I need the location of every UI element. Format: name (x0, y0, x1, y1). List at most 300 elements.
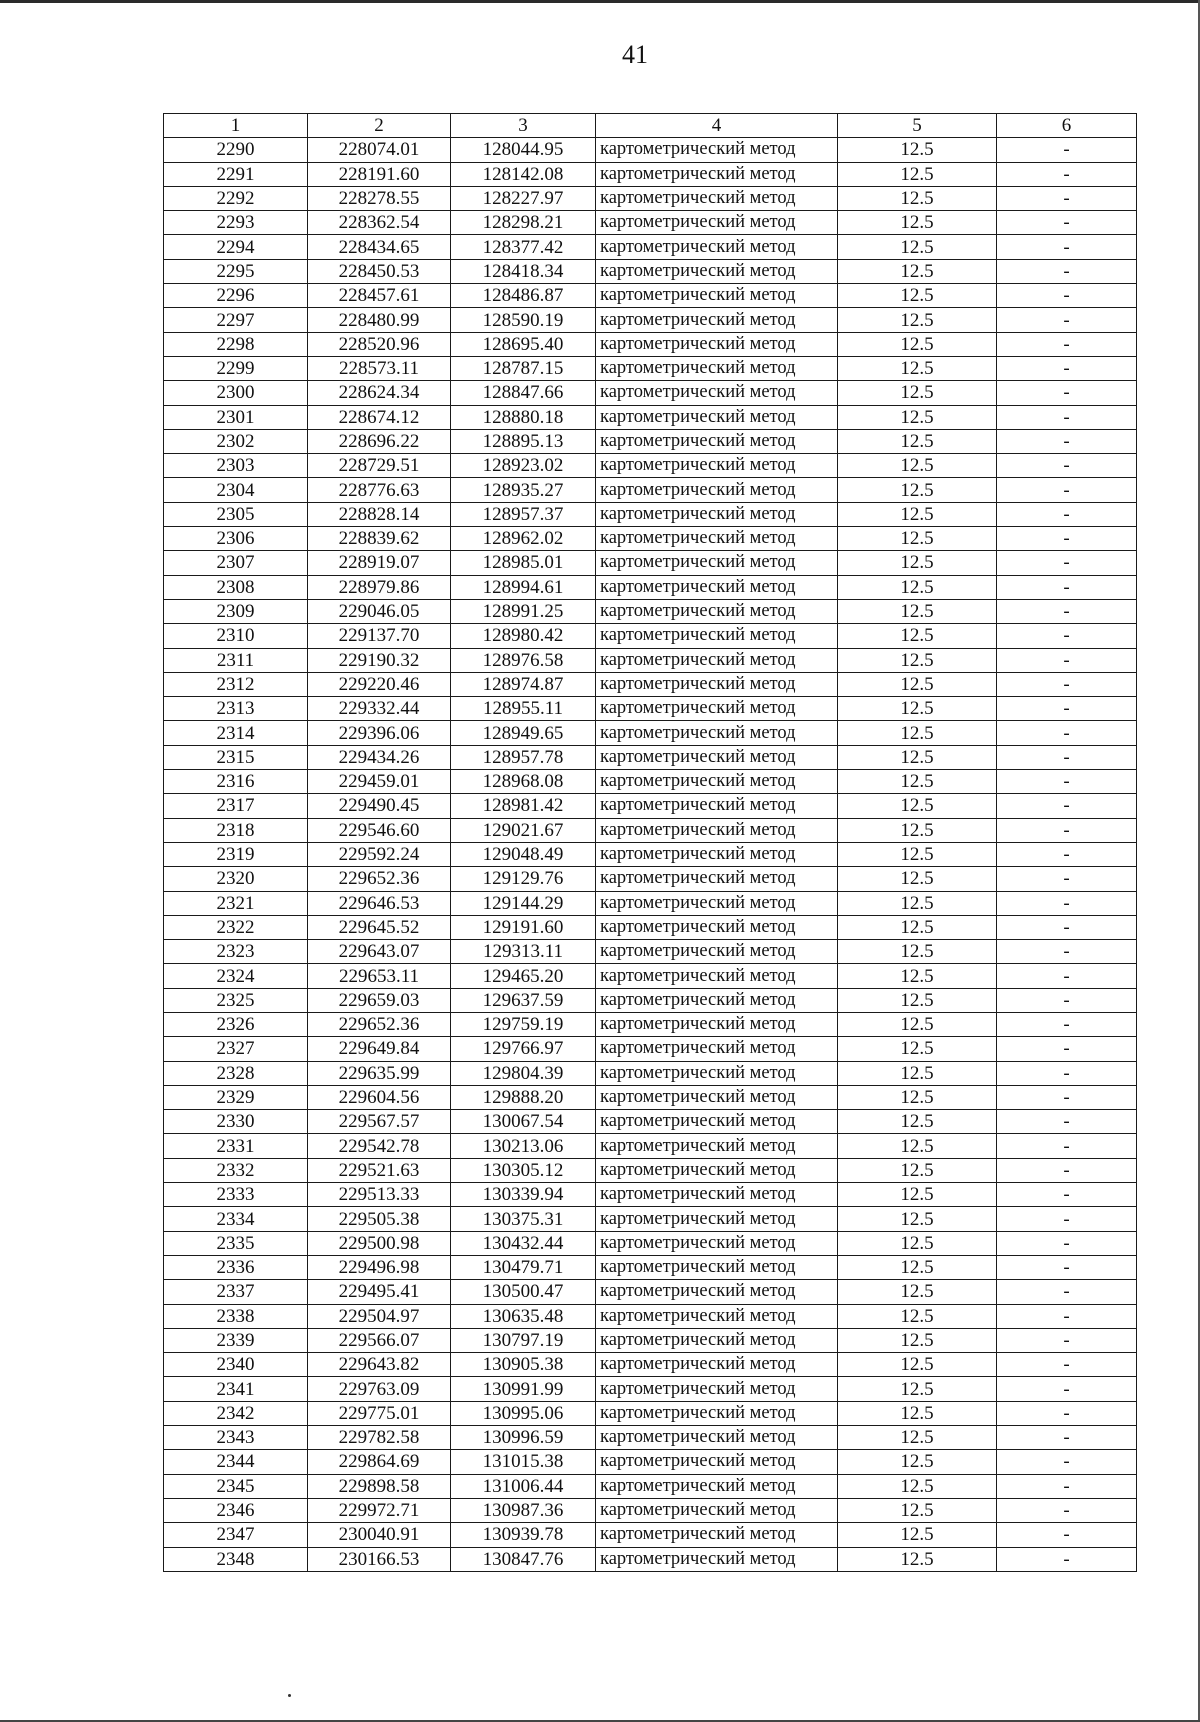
accuracy-cell: 12.5 (838, 1061, 997, 1085)
point-number-cell: 2314 (164, 721, 308, 745)
table-row (164, 867, 1137, 891)
method-cell: картометрический метод (596, 988, 838, 1012)
table-row (164, 1426, 1137, 1450)
column-header: 3 (451, 114, 596, 138)
point-number-cell: 2293 (164, 211, 308, 235)
accuracy-cell: 12.5 (838, 381, 997, 405)
x-coordinate-cell: 228074.01 (308, 138, 451, 162)
note-cell: - (997, 454, 1137, 478)
method-cell: картометрический метод (596, 940, 838, 964)
point-number-cell: 2298 (164, 332, 308, 356)
point-number-cell: 2304 (164, 478, 308, 502)
note-cell: - (997, 721, 1137, 745)
x-coordinate-cell: 229604.56 (308, 1085, 451, 1109)
note-cell: - (997, 575, 1137, 599)
y-coordinate-cell: 128974.87 (451, 672, 596, 696)
method-cell: картометрический метод (596, 1401, 838, 1425)
point-number-cell: 2319 (164, 842, 308, 866)
accuracy-cell: 12.5 (838, 1012, 997, 1036)
table-row (164, 1328, 1137, 1352)
point-number-cell: 2292 (164, 186, 308, 210)
y-coordinate-cell: 128981.42 (451, 794, 596, 818)
scan-edge-top (0, 0, 1200, 3)
point-number-cell: 2317 (164, 794, 308, 818)
table-row (164, 478, 1137, 502)
table-row (164, 1037, 1137, 1061)
method-cell: картометрический метод (596, 1498, 838, 1522)
x-coordinate-cell: 229566.07 (308, 1328, 451, 1352)
y-coordinate-cell: 131006.44 (451, 1474, 596, 1498)
table-row (164, 235, 1137, 259)
x-coordinate-cell: 228674.12 (308, 405, 451, 429)
x-coordinate-cell: 229332.44 (308, 697, 451, 721)
x-coordinate-cell: 229220.46 (308, 672, 451, 696)
column-header: 4 (596, 114, 838, 138)
method-cell: картометрический метод (596, 1450, 838, 1474)
point-number-cell: 2339 (164, 1328, 308, 1352)
accuracy-cell: 12.5 (838, 405, 997, 429)
accuracy-cell: 12.5 (838, 1353, 997, 1377)
point-number-cell: 2328 (164, 1061, 308, 1085)
y-coordinate-cell: 128418.34 (451, 259, 596, 283)
y-coordinate-cell: 128044.95 (451, 138, 596, 162)
accuracy-cell: 12.5 (838, 1498, 997, 1522)
method-cell: картометрический метод (596, 745, 838, 769)
y-coordinate-cell: 128935.27 (451, 478, 596, 502)
point-number-cell: 2294 (164, 235, 308, 259)
note-cell: - (997, 988, 1137, 1012)
method-cell: картометрический метод (596, 964, 838, 988)
y-coordinate-cell: 129021.67 (451, 818, 596, 842)
note-cell: - (997, 1474, 1137, 1498)
accuracy-cell: 12.5 (838, 1377, 997, 1401)
accuracy-cell: 12.5 (838, 211, 997, 235)
x-coordinate-cell: 228362.54 (308, 211, 451, 235)
note-cell: - (997, 1085, 1137, 1109)
point-number-cell: 2331 (164, 1134, 308, 1158)
method-cell: картометрический метод (596, 405, 838, 429)
y-coordinate-cell: 130991.99 (451, 1377, 596, 1401)
y-coordinate-cell: 128957.78 (451, 745, 596, 769)
x-coordinate-cell: 228450.53 (308, 259, 451, 283)
table-row (164, 1523, 1137, 1547)
y-coordinate-cell: 128980.42 (451, 624, 596, 648)
note-cell: - (997, 162, 1137, 186)
table-row (164, 745, 1137, 769)
method-cell: картометрический метод (596, 381, 838, 405)
table-row (164, 1474, 1137, 1498)
point-number-cell: 2301 (164, 405, 308, 429)
x-coordinate-cell: 229898.58 (308, 1474, 451, 1498)
accuracy-cell: 12.5 (838, 964, 997, 988)
point-number-cell: 2335 (164, 1231, 308, 1255)
accuracy-cell: 12.5 (838, 988, 997, 1012)
point-number-cell: 2343 (164, 1426, 308, 1450)
y-coordinate-cell: 128847.66 (451, 381, 596, 405)
note-cell: - (997, 235, 1137, 259)
table-row (164, 988, 1137, 1012)
accuracy-cell: 12.5 (838, 624, 997, 648)
table-row (164, 1280, 1137, 1304)
method-cell: картометрический метод (596, 599, 838, 623)
point-number-cell: 2315 (164, 745, 308, 769)
accuracy-cell: 12.5 (838, 818, 997, 842)
y-coordinate-cell: 128895.13 (451, 429, 596, 453)
x-coordinate-cell: 229643.07 (308, 940, 451, 964)
y-coordinate-cell: 130213.06 (451, 1134, 596, 1158)
accuracy-cell: 12.5 (838, 1158, 997, 1182)
x-coordinate-cell: 228696.22 (308, 429, 451, 453)
point-number-cell: 2342 (164, 1401, 308, 1425)
point-number-cell: 2345 (164, 1474, 308, 1498)
y-coordinate-cell: 128298.21 (451, 211, 596, 235)
point-number-cell: 2330 (164, 1110, 308, 1134)
accuracy-cell: 12.5 (838, 332, 997, 356)
table-row (164, 697, 1137, 721)
table-row (164, 1158, 1137, 1182)
method-cell: картометрический метод (596, 551, 838, 575)
table-row (164, 405, 1137, 429)
y-coordinate-cell: 128880.18 (451, 405, 596, 429)
x-coordinate-cell: 229505.38 (308, 1207, 451, 1231)
note-cell: - (997, 1304, 1137, 1328)
method-cell: картометрический метод (596, 1158, 838, 1182)
point-number-cell: 2324 (164, 964, 308, 988)
note-cell: - (997, 1037, 1137, 1061)
point-number-cell: 2333 (164, 1183, 308, 1207)
y-coordinate-cell: 130479.71 (451, 1255, 596, 1279)
note-cell: - (997, 211, 1137, 235)
point-number-cell: 2299 (164, 356, 308, 380)
method-cell: картометрический метод (596, 721, 838, 745)
method-cell: картометрический метод (596, 1207, 838, 1231)
method-cell: картометрический метод (596, 915, 838, 939)
note-cell: - (997, 1183, 1137, 1207)
column-header: 1 (164, 114, 308, 138)
table-row (164, 672, 1137, 696)
table-row (164, 1085, 1137, 1109)
method-cell: картометрический метод (596, 1280, 838, 1304)
table-row (164, 964, 1137, 988)
x-coordinate-cell: 229652.36 (308, 867, 451, 891)
y-coordinate-cell: 130375.31 (451, 1207, 596, 1231)
x-coordinate-cell: 229646.53 (308, 891, 451, 915)
x-coordinate-cell: 229652.36 (308, 1012, 451, 1036)
accuracy-cell: 12.5 (838, 527, 997, 551)
method-cell: картометрический метод (596, 429, 838, 453)
y-coordinate-cell: 129191.60 (451, 915, 596, 939)
point-number-cell: 2305 (164, 502, 308, 526)
column-header: 2 (308, 114, 451, 138)
method-cell: картометрический метод (596, 308, 838, 332)
y-coordinate-cell: 129804.39 (451, 1061, 596, 1085)
method-cell: картометрический метод (596, 818, 838, 842)
method-cell: картометрический метод (596, 356, 838, 380)
note-cell: - (997, 259, 1137, 283)
x-coordinate-cell: 229495.41 (308, 1280, 451, 1304)
table-row (164, 259, 1137, 283)
accuracy-cell: 12.5 (838, 429, 997, 453)
accuracy-cell: 12.5 (838, 138, 997, 162)
note-cell: - (997, 794, 1137, 818)
method-cell: картометрический метод (596, 624, 838, 648)
point-number-cell: 2312 (164, 672, 308, 696)
header-row (164, 114, 1137, 138)
accuracy-cell: 12.5 (838, 1304, 997, 1328)
table-row (164, 1547, 1137, 1571)
table-row (164, 527, 1137, 551)
note-cell: - (997, 1353, 1137, 1377)
y-coordinate-cell: 129766.97 (451, 1037, 596, 1061)
method-cell: картометрический метод (596, 259, 838, 283)
table-row (164, 842, 1137, 866)
point-number-cell: 2327 (164, 1037, 308, 1061)
y-coordinate-cell: 129144.29 (451, 891, 596, 915)
x-coordinate-cell: 229643.82 (308, 1353, 451, 1377)
x-coordinate-cell: 229046.05 (308, 599, 451, 623)
x-coordinate-cell: 228457.61 (308, 284, 451, 308)
method-cell: картометрический метод (596, 1134, 838, 1158)
table-row (164, 770, 1137, 794)
x-coordinate-cell: 228434.65 (308, 235, 451, 259)
x-coordinate-cell: 228278.55 (308, 186, 451, 210)
table-row (164, 624, 1137, 648)
accuracy-cell: 12.5 (838, 162, 997, 186)
y-coordinate-cell: 130905.38 (451, 1353, 596, 1377)
method-cell: картометрический метод (596, 1547, 838, 1571)
x-coordinate-cell: 228828.14 (308, 502, 451, 526)
note-cell: - (997, 429, 1137, 453)
accuracy-cell: 12.5 (838, 940, 997, 964)
table-row (164, 1401, 1137, 1425)
note-cell: - (997, 1547, 1137, 1571)
point-number-cell: 2323 (164, 940, 308, 964)
point-number-cell: 2344 (164, 1450, 308, 1474)
point-number-cell: 2329 (164, 1085, 308, 1109)
method-cell: картометрический метод (596, 672, 838, 696)
note-cell: - (997, 1523, 1137, 1547)
point-number-cell: 2316 (164, 770, 308, 794)
x-coordinate-cell: 229459.01 (308, 770, 451, 794)
table-row (164, 308, 1137, 332)
note-cell: - (997, 624, 1137, 648)
point-number-cell: 2290 (164, 138, 308, 162)
x-coordinate-cell: 229972.71 (308, 1498, 451, 1522)
accuracy-cell: 12.5 (838, 478, 997, 502)
table-row (164, 454, 1137, 478)
table-row (164, 1353, 1137, 1377)
x-coordinate-cell: 228919.07 (308, 551, 451, 575)
point-number-cell: 2325 (164, 988, 308, 1012)
point-number-cell: 2311 (164, 648, 308, 672)
accuracy-cell: 12.5 (838, 867, 997, 891)
y-coordinate-cell: 130067.54 (451, 1110, 596, 1134)
accuracy-cell: 12.5 (838, 1085, 997, 1109)
accuracy-cell: 12.5 (838, 1450, 997, 1474)
method-cell: картометрический метод (596, 1085, 838, 1109)
x-coordinate-cell: 229653.11 (308, 964, 451, 988)
point-number-cell: 2318 (164, 818, 308, 842)
method-cell: картометрический метод (596, 454, 838, 478)
x-coordinate-cell: 228776.63 (308, 478, 451, 502)
accuracy-cell: 12.5 (838, 1280, 997, 1304)
accuracy-cell: 12.5 (838, 551, 997, 575)
note-cell: - (997, 1255, 1137, 1279)
method-cell: картометрический метод (596, 1304, 838, 1328)
accuracy-cell: 12.5 (838, 1231, 997, 1255)
x-coordinate-cell: 228624.34 (308, 381, 451, 405)
note-cell: - (997, 332, 1137, 356)
note-cell: - (997, 964, 1137, 988)
scan-speck (288, 1694, 291, 1697)
column-header: 6 (997, 114, 1137, 138)
note-cell: - (997, 381, 1137, 405)
x-coordinate-cell: 229496.98 (308, 1255, 451, 1279)
note-cell: - (997, 1328, 1137, 1352)
y-coordinate-cell: 128949.65 (451, 721, 596, 745)
x-coordinate-cell: 229649.84 (308, 1037, 451, 1061)
note-cell: - (997, 1207, 1137, 1231)
table-row (164, 1304, 1137, 1328)
point-number-cell: 2341 (164, 1377, 308, 1401)
method-cell: картометрический метод (596, 1110, 838, 1134)
y-coordinate-cell: 130797.19 (451, 1328, 596, 1352)
method-cell: картометрический метод (596, 794, 838, 818)
x-coordinate-cell: 229635.99 (308, 1061, 451, 1085)
point-number-cell: 2308 (164, 575, 308, 599)
note-cell: - (997, 478, 1137, 502)
y-coordinate-cell: 128486.87 (451, 284, 596, 308)
point-number-cell: 2340 (164, 1353, 308, 1377)
table-row (164, 891, 1137, 915)
y-coordinate-cell: 129048.49 (451, 842, 596, 866)
y-coordinate-cell: 131015.38 (451, 1450, 596, 1474)
table-row (164, 381, 1137, 405)
note-cell: - (997, 867, 1137, 891)
note-cell: - (997, 940, 1137, 964)
x-coordinate-cell: 229782.58 (308, 1426, 451, 1450)
y-coordinate-cell: 130305.12 (451, 1158, 596, 1182)
table-row (164, 721, 1137, 745)
x-coordinate-cell: 229645.52 (308, 915, 451, 939)
x-coordinate-cell: 229521.63 (308, 1158, 451, 1182)
x-coordinate-cell: 228729.51 (308, 454, 451, 478)
table-row (164, 1450, 1137, 1474)
method-cell: картометрический метод (596, 770, 838, 794)
table-row (164, 1231, 1137, 1255)
point-number-cell: 2306 (164, 527, 308, 551)
point-number-cell: 2295 (164, 259, 308, 283)
point-number-cell: 2310 (164, 624, 308, 648)
y-coordinate-cell: 130500.47 (451, 1280, 596, 1304)
method-cell: картометрический метод (596, 697, 838, 721)
y-coordinate-cell: 128695.40 (451, 332, 596, 356)
accuracy-cell: 12.5 (838, 648, 997, 672)
y-coordinate-cell: 128991.25 (451, 599, 596, 623)
point-number-cell: 2309 (164, 599, 308, 623)
point-number-cell: 2347 (164, 1523, 308, 1547)
table-body (164, 138, 1137, 1572)
accuracy-cell: 12.5 (838, 1134, 997, 1158)
accuracy-cell: 12.5 (838, 1523, 997, 1547)
note-cell: - (997, 891, 1137, 915)
x-coordinate-cell: 229542.78 (308, 1134, 451, 1158)
point-number-cell: 2322 (164, 915, 308, 939)
method-cell: картометрический метод (596, 502, 838, 526)
table-row (164, 502, 1137, 526)
accuracy-cell: 12.5 (838, 745, 997, 769)
table-row (164, 794, 1137, 818)
method-cell: картометрический метод (596, 138, 838, 162)
x-coordinate-cell: 229546.60 (308, 818, 451, 842)
y-coordinate-cell: 130987.36 (451, 1498, 596, 1522)
x-coordinate-cell: 229864.69 (308, 1450, 451, 1474)
accuracy-cell: 12.5 (838, 1474, 997, 1498)
table-row (164, 1110, 1137, 1134)
note-cell: - (997, 1401, 1137, 1425)
method-cell: картометрический метод (596, 1474, 838, 1498)
note-cell: - (997, 672, 1137, 696)
note-cell: - (997, 1061, 1137, 1085)
table-row (164, 1377, 1137, 1401)
note-cell: - (997, 648, 1137, 672)
note-cell: - (997, 1110, 1137, 1134)
column-header: 5 (838, 114, 997, 138)
note-cell: - (997, 1377, 1137, 1401)
table-row (164, 1012, 1137, 1036)
x-coordinate-cell: 228573.11 (308, 356, 451, 380)
table-row (164, 186, 1137, 210)
x-coordinate-cell: 229434.26 (308, 745, 451, 769)
note-cell: - (997, 405, 1137, 429)
y-coordinate-cell: 128923.02 (451, 454, 596, 478)
method-cell: картометрический метод (596, 284, 838, 308)
accuracy-cell: 12.5 (838, 915, 997, 939)
accuracy-cell: 12.5 (838, 308, 997, 332)
x-coordinate-cell: 229775.01 (308, 1401, 451, 1425)
table-row (164, 1255, 1137, 1279)
point-number-cell: 2297 (164, 308, 308, 332)
note-cell: - (997, 502, 1137, 526)
table-row (164, 1207, 1137, 1231)
accuracy-cell: 12.5 (838, 1037, 997, 1061)
note-cell: - (997, 599, 1137, 623)
accuracy-cell: 12.5 (838, 454, 997, 478)
note-cell: - (997, 1134, 1137, 1158)
method-cell: картометрический метод (596, 478, 838, 502)
accuracy-cell: 12.5 (838, 1183, 997, 1207)
x-coordinate-cell: 230040.91 (308, 1523, 451, 1547)
y-coordinate-cell: 128227.97 (451, 186, 596, 210)
y-coordinate-cell: 130939.78 (451, 1523, 596, 1547)
table-row (164, 356, 1137, 380)
point-number-cell: 2320 (164, 867, 308, 891)
page-number: 41 (622, 40, 648, 69)
x-coordinate-cell: 229763.09 (308, 1377, 451, 1401)
coordinates-table (163, 113, 1137, 1572)
table-row (164, 1498, 1137, 1522)
y-coordinate-cell: 128962.02 (451, 527, 596, 551)
note-cell: - (997, 915, 1137, 939)
y-coordinate-cell: 128787.15 (451, 356, 596, 380)
table-row (164, 599, 1137, 623)
note-cell: - (997, 284, 1137, 308)
method-cell: картометрический метод (596, 1012, 838, 1036)
point-number-cell: 2332 (164, 1158, 308, 1182)
accuracy-cell: 12.5 (838, 1207, 997, 1231)
y-coordinate-cell: 128142.08 (451, 162, 596, 186)
note-cell: - (997, 1426, 1137, 1450)
